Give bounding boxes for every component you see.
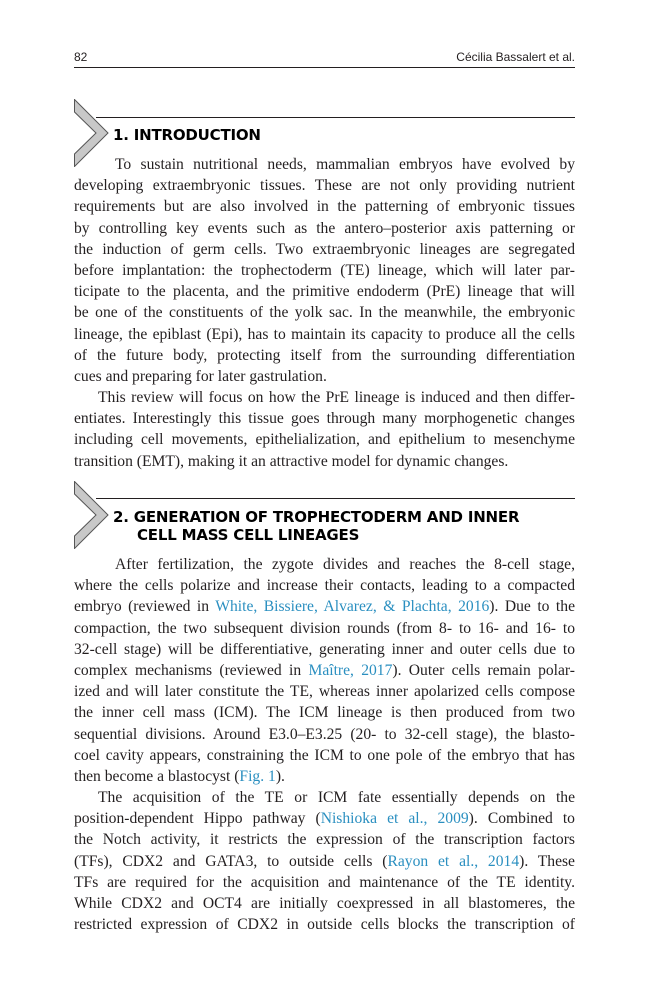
text-run: ). xyxy=(275,767,285,785)
citation-link[interactable]: Rayon et al., 2014 xyxy=(387,852,520,870)
text-run: then become a blastocyst ( xyxy=(74,767,240,785)
text-line xyxy=(74,660,575,681)
paragraph xyxy=(74,387,575,472)
text-line xyxy=(74,702,575,723)
text-run: After fertilization, the zygote divides and reaches the 8-cell stage, xyxy=(115,556,575,573)
text-line xyxy=(74,787,575,808)
citation-link[interactable]: Maître, 2017 xyxy=(308,661,393,679)
text-line xyxy=(74,408,575,429)
paragraph xyxy=(74,554,575,787)
text-run: by controlling key events such as the antero–posterior axis patterning or xyxy=(74,219,575,237)
text-run: While CDX2 and OCT4 are initially coexpressed in all blastomeres, the xyxy=(74,894,575,912)
text-line xyxy=(74,260,575,281)
text-line xyxy=(74,851,575,872)
heading-line: 1. INTRODUCTION xyxy=(113,126,261,144)
text-line xyxy=(74,218,575,239)
text-line xyxy=(74,575,575,596)
text-run: TFs are required for the acquisition and maintenance of the TE identity. xyxy=(74,873,575,891)
text-run: coel cavity appears, constraining the ICM to one pole of the embryo that has xyxy=(74,746,575,764)
text-run: ). Due to the xyxy=(489,598,575,616)
text-run: (TFs), CDX2 and GATA3, to outside cells ( xyxy=(74,852,388,870)
text-line xyxy=(74,681,575,702)
text-run: cues and preparing for later gastrulation. xyxy=(74,367,327,385)
text-line xyxy=(74,829,575,850)
text-line xyxy=(74,366,575,387)
text-line xyxy=(74,154,575,175)
text-line xyxy=(74,766,575,787)
text-line xyxy=(74,302,575,323)
section-heading-introduction xyxy=(113,126,261,144)
page-number: 82 xyxy=(74,50,88,64)
text-run: requirements but are also involved in the patterning of embryonic tissues xyxy=(74,198,575,216)
text-run: ticipate to the placenta, and the primitive endoderm (PrE) lineage that will xyxy=(74,283,575,301)
text-line xyxy=(74,345,575,366)
text-run: lineage, the epiblast (Epi), has to maintain its capacity to produce all the cells xyxy=(74,325,575,343)
text-run: sequential divisions. Around E3.0–E3.25 (20- to 32-cell stage), the blasto- xyxy=(74,725,575,743)
text-line xyxy=(74,808,575,829)
section-heading-generation xyxy=(113,508,519,544)
text-run: the inner cell mass (ICM). The ICM lineage is then produced from two xyxy=(74,704,575,722)
heading-line: 2. GENERATION OF TROPHECTODERM AND INNER xyxy=(113,508,520,526)
text-run: transition (EMT), making it an attractive model for dynamic changes. xyxy=(74,452,509,470)
text-run: 32-cell stage) will be differentiative, generating inner and outer cells due to xyxy=(74,640,575,658)
text-run: be one of the constituents of the yolk sac. In the meanwhile, the embryonic xyxy=(74,304,575,322)
text-run: of the future body, protecting itself from the surrounding differentiation xyxy=(74,346,575,364)
text-line xyxy=(74,596,575,617)
heading-line: CELL MASS CELL LINEAGES xyxy=(137,526,360,544)
text-line xyxy=(74,872,575,893)
citation-link[interactable]: Fig. 1 xyxy=(239,767,276,785)
section-rule xyxy=(96,498,575,499)
text-line xyxy=(74,281,575,302)
text-line xyxy=(74,239,575,260)
text-run: including cell movements, epithelialization, and epithelium to mesenchyme xyxy=(74,431,575,449)
text-run: complex mechanisms (reviewed in xyxy=(74,661,309,679)
text-run: ). Combined to xyxy=(468,810,575,828)
text-run: embryo (reviewed in xyxy=(74,598,216,616)
text-line xyxy=(74,893,575,914)
running-header-author: Cécilia Bassalert et al. xyxy=(456,50,575,64)
text-line xyxy=(74,914,575,935)
text-line xyxy=(74,618,575,639)
text-run: restricted expression of CDX2 in outside cells blocks the transcription of xyxy=(74,916,575,934)
text-run: developing extraembryonic tissues. These are not only providing nutrient xyxy=(74,177,575,195)
section-chevron-icon xyxy=(74,481,110,549)
text-run: The acquisition of the TE or ICM fate essentially depends on the xyxy=(98,789,575,806)
paragraph xyxy=(74,154,575,387)
text-run: where the cells polarize and increase their contacts, leading to a compacted xyxy=(74,577,575,595)
text-line xyxy=(74,724,575,745)
text-line xyxy=(74,324,575,345)
text-run: ized and will later constitute the TE, whereas inner apolarized cells compose xyxy=(74,683,575,701)
text-line xyxy=(74,387,575,408)
text-line xyxy=(74,554,575,575)
text-run: ). Outer cells remain polar- xyxy=(392,661,575,679)
text-run: entiates. Interestingly this tissue goes through many morphogenetic changes xyxy=(74,410,575,428)
text-line xyxy=(74,196,575,217)
text-run: position-dependent Hippo pathway ( xyxy=(74,810,321,828)
text-run: the induction of germ cells. Two extraembryonic lineages are segregated xyxy=(74,240,575,258)
text-line xyxy=(74,745,575,766)
paragraph xyxy=(74,787,575,935)
text-run: To sustain nutritional needs, mammalian embryos have evolved by xyxy=(115,156,575,173)
citation-link[interactable]: Nishioka et al., 2009 xyxy=(320,810,469,828)
text-run: ). These xyxy=(519,852,575,870)
section-rule xyxy=(96,117,575,118)
text-line xyxy=(74,429,575,450)
text-run: This review will focus on how the PrE lineage is induced and then differ- xyxy=(98,389,575,406)
text-line xyxy=(74,175,575,196)
citation-link[interactable]: White, Bissiere, Alvarez, & Plachta, 2016 xyxy=(215,598,490,616)
text-run: compaction, the two subsequent division rounds (from 8- to 16- and 16- to xyxy=(74,619,575,637)
header-rule xyxy=(74,67,575,68)
text-run: the Notch activity, it restricts the expression of the transcription factors xyxy=(74,831,575,849)
text-line xyxy=(74,639,575,660)
text-line xyxy=(74,451,575,472)
text-run: before implantation: the trophectoderm (TE) lineage, which will later par- xyxy=(74,261,575,279)
